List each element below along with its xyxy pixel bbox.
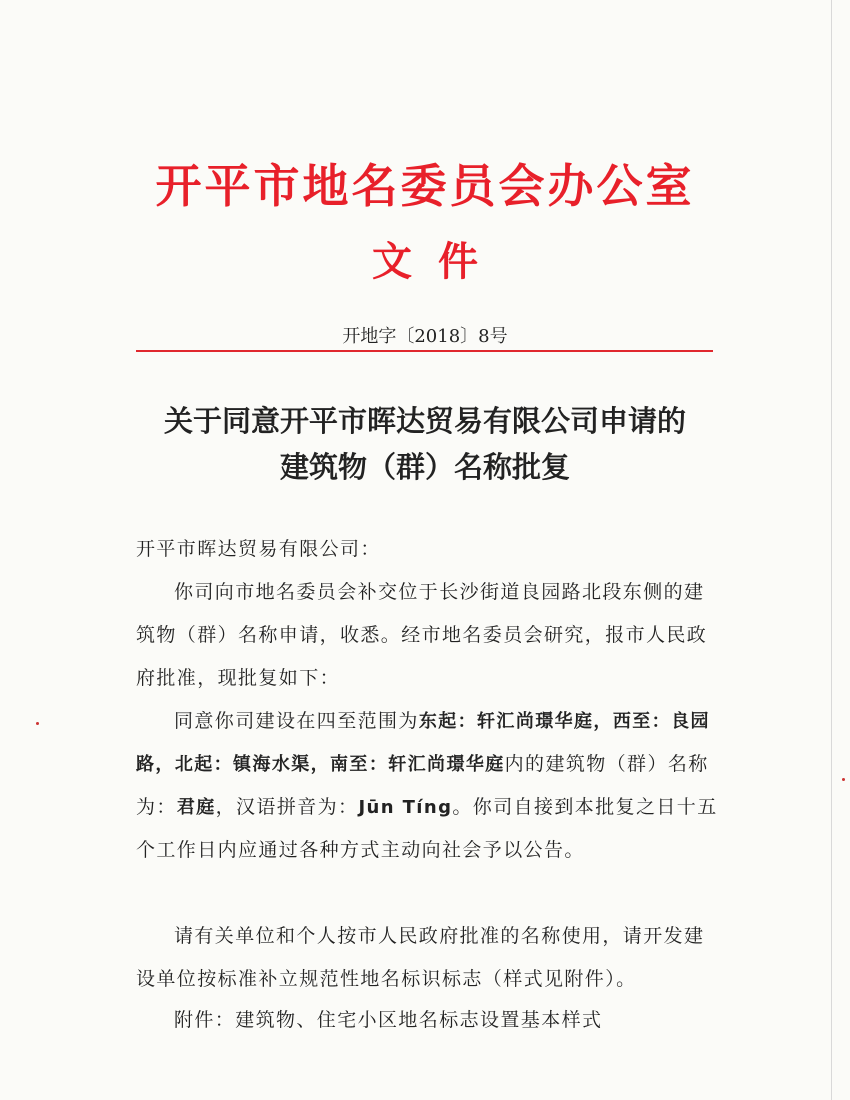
- south-boundary-label: 南至: [330, 754, 369, 775]
- approval-text: 。你司自接到本批复之日十五个工作日内应通过各种方式主动向社会予以公告。: [136, 796, 718, 861]
- west-boundary-label: 西至: [612, 711, 652, 732]
- west-boundary-value: ：良园路，: [136, 711, 710, 775]
- paragraph-approval: [136, 700, 721, 872]
- issuing-organization: 开平市地名委员会办公室: [155, 159, 695, 213]
- title-line-2: 建筑物（群）名称批复: [279, 450, 570, 484]
- east-boundary-value: ：轩汇尚璟华庭，: [457, 711, 613, 732]
- east-boundary-label: 东起: [418, 711, 458, 732]
- document-number: 开地字〔2018〕8号: [342, 326, 508, 347]
- scan-speck: [36, 722, 39, 725]
- approved-building-name: 君庭: [176, 797, 216, 818]
- paragraph-application: 你司向市地名委员会补交位于长沙街道良园路北段东侧的建筑物（群）名称申请，收悉。经市地名委员会研究，报市人民政府批准，现批复如下：: [136, 581, 708, 689]
- south-boundary-value: ：轩汇尚璟华庭: [368, 754, 505, 775]
- approval-text: 内的建筑物（群）名称为：: [136, 753, 709, 818]
- red-divider-rule: [136, 350, 713, 352]
- scan-speck: [842, 778, 845, 781]
- title-line-1: 关于同意开平市晖达贸易有限公司申请的: [163, 404, 686, 438]
- paragraph-usage-request: 请有关单位和个人按市人民政府批准的名称使用，请开发建设单位按标准补立规范性地名标识标志（样式见附件）。: [136, 925, 705, 990]
- north-boundary-label: 北起: [174, 754, 214, 775]
- north-boundary-value: ：镇海水渠，: [213, 754, 331, 775]
- approved-name-pinyin: Jūn Tíng: [358, 797, 453, 818]
- document-type-label: 文件: [372, 239, 504, 285]
- attachment-line: 附件：建筑物、住宅小区地名标志设置基本样式: [174, 1009, 603, 1031]
- salutation: 开平市晖达贸易有限公司：: [136, 538, 381, 560]
- document-title: [0, 398, 850, 490]
- approval-text: ，汉语拼音为：: [215, 796, 359, 818]
- approval-text: 同意你司建设在四至范围为: [174, 710, 419, 732]
